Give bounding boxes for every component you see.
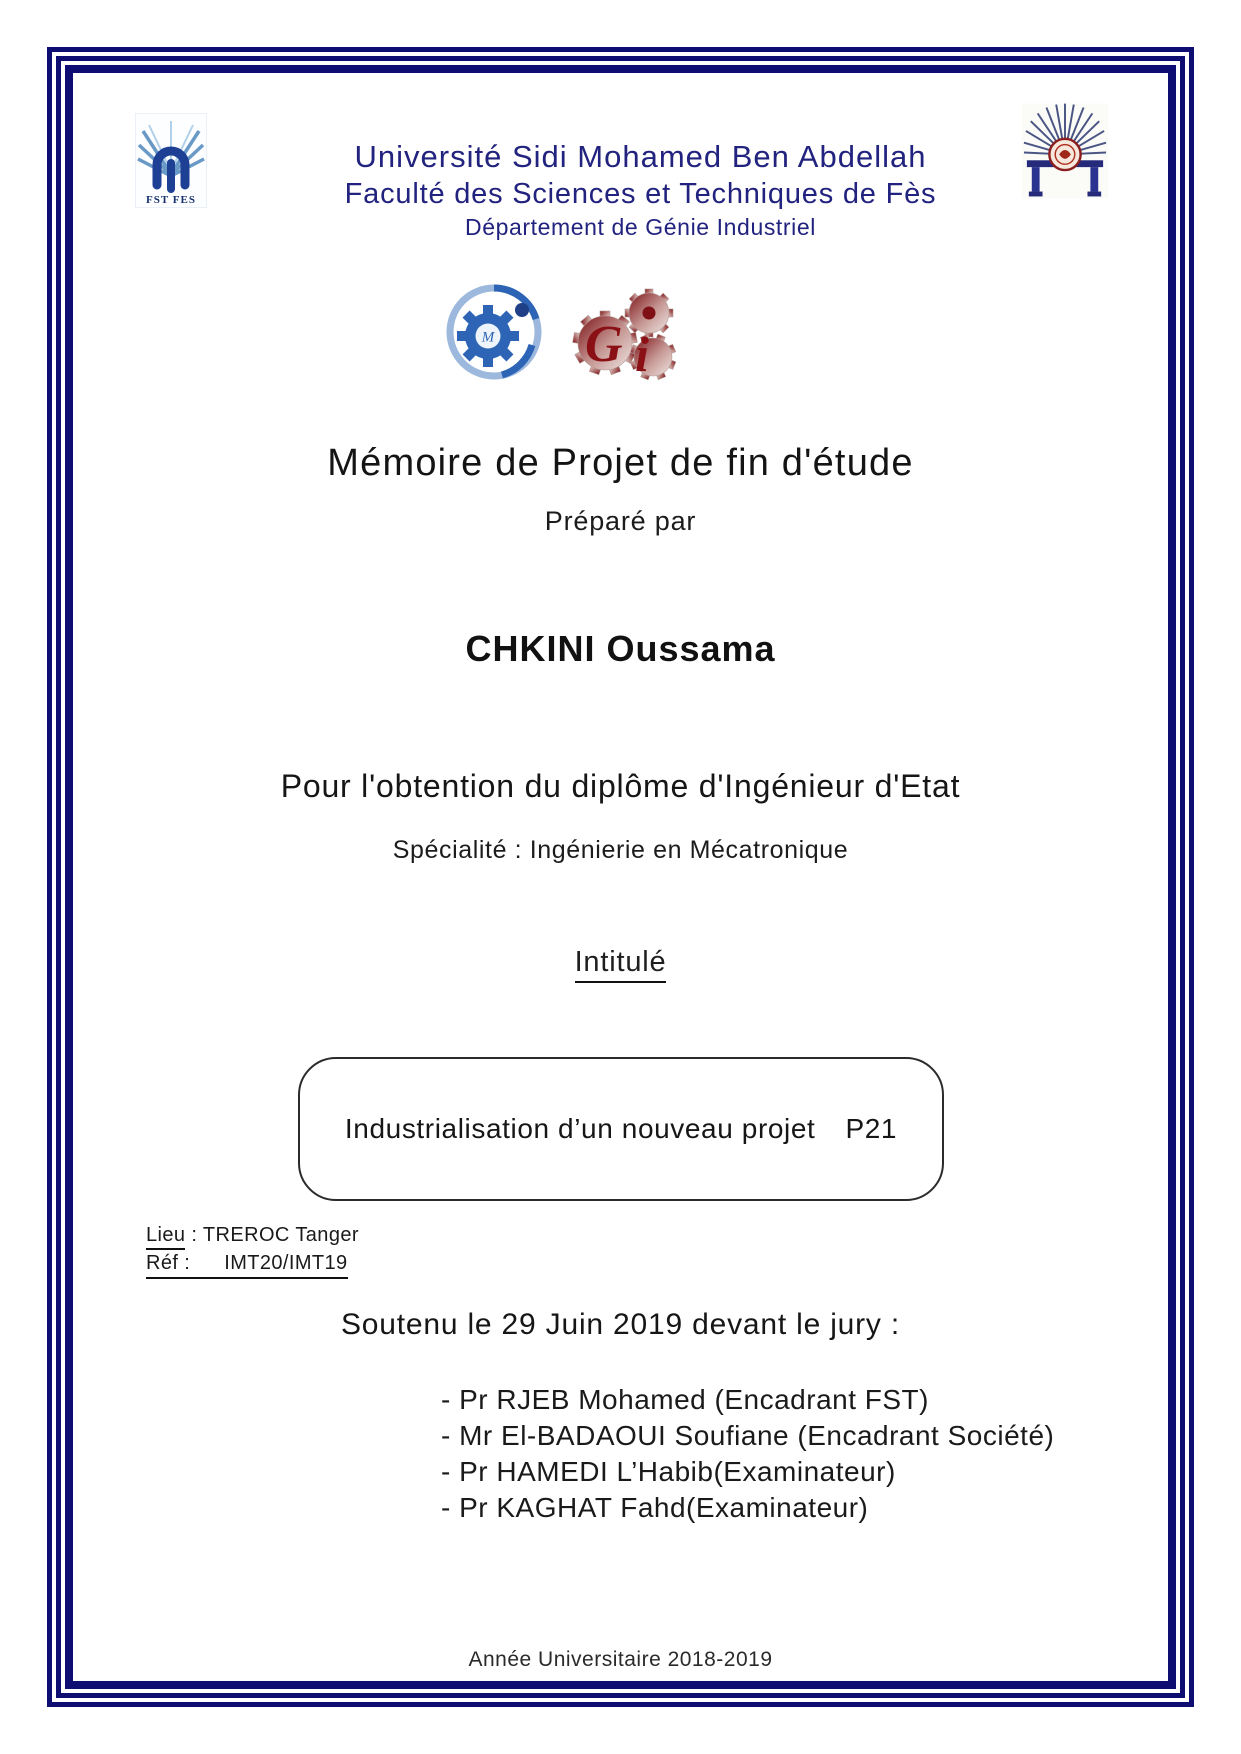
gi-letter-g: G xyxy=(585,316,623,373)
speciality-line: Spécialité : Ingénierie en Mécatronique xyxy=(392,836,849,864)
intitule-heading xyxy=(0,946,1241,983)
genie-industriel-logo-icon xyxy=(571,285,677,386)
lieu-line xyxy=(146,1224,359,1250)
project-title-box xyxy=(298,1057,944,1201)
ref-value: IMT20/IMT19 xyxy=(224,1252,348,1274)
intitule-label: Intitulé xyxy=(575,946,667,983)
fst-logo-caption: FST FES xyxy=(146,194,196,206)
lieu-value: : TREROC Tanger xyxy=(185,1224,359,1246)
fst-fes-logo-icon xyxy=(135,113,207,208)
project-code: P21 xyxy=(845,1113,898,1144)
jury-member: - Pr HAMEDI L’Habib(Examinateur) xyxy=(441,1456,896,1487)
jury-member: - Pr KAGHAT Fahd(Examinateur) xyxy=(441,1492,869,1523)
jury-list xyxy=(441,1382,1054,1526)
mecatronique-letter: M xyxy=(481,329,495,346)
header-institution-block xyxy=(240,138,1041,242)
document-title: Mémoire de Projet de fin d'étude xyxy=(327,442,914,484)
department-name: Département de Génie Industriel xyxy=(464,214,816,240)
degree-purpose: Pour l'obtention du diplôme d'Ingénieur d'Etat xyxy=(280,768,961,804)
ref-label: Réf : xyxy=(146,1252,191,1274)
faculty-name: Faculté des Sciences et Techniques de Fès xyxy=(344,178,937,210)
ref-gap xyxy=(190,1252,224,1275)
jury-member: - Mr El-BADAOUI Soufiane (Encadrant Société) xyxy=(441,1420,1055,1451)
lieu-label: Lieu xyxy=(146,1224,185,1250)
gi-letter-i: i xyxy=(635,326,649,381)
project-title: Industrialisation d’un nouveau projet xyxy=(344,1113,816,1144)
mecatronique-gear-logo-icon xyxy=(443,283,545,386)
jury-member: - Pr RJEB Mohamed (Encadrant FST) xyxy=(441,1384,929,1415)
prepared-by-label: Préparé par xyxy=(544,506,697,536)
university-name: Université Sidi Mohamed Ben Abdellah xyxy=(354,139,927,174)
ref-line xyxy=(146,1252,348,1279)
academic-year: Année Universitaire 2018-2019 xyxy=(468,1648,773,1671)
author-name: CHKINI Oussama xyxy=(465,628,776,669)
department-logos-row xyxy=(360,286,760,386)
defense-statement: Soutenu le 29 Juin 2019 devant le jury : xyxy=(340,1308,901,1341)
